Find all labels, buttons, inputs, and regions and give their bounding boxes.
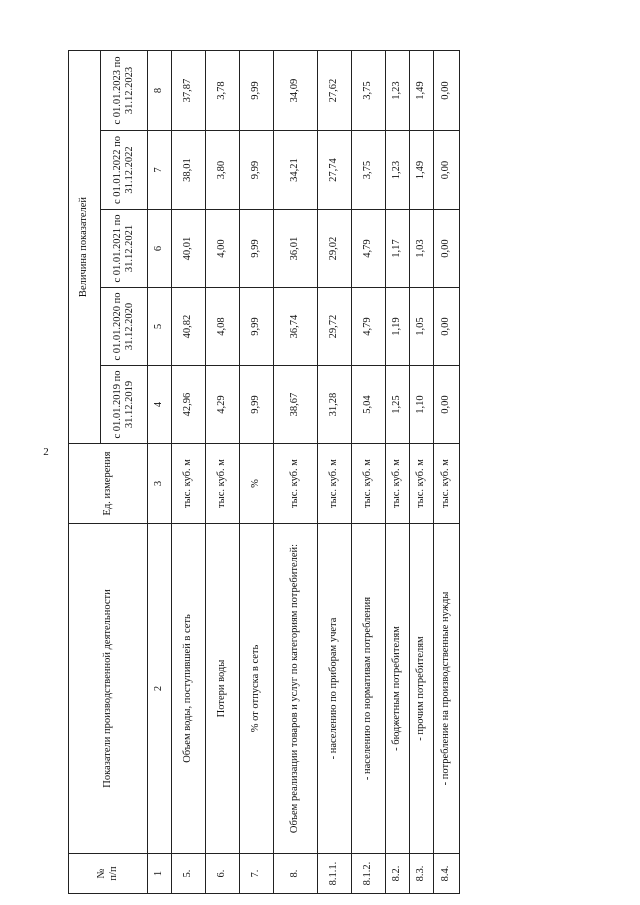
row-indicator: - населению по приборам учета (318, 524, 352, 854)
index-cell: 7 (148, 131, 172, 210)
table-row (352, 51, 386, 894)
row-unit: тыс. куб. м (172, 444, 206, 524)
header-values-group: Величина показателей (69, 51, 101, 444)
row-num: 8.4. (434, 854, 460, 894)
row-value: 27,62 (318, 51, 352, 131)
row-unit: тыс. куб. м (410, 444, 434, 524)
header-indicator: Показатели производственной деятельности (69, 524, 148, 854)
row-value: 37,87 (172, 51, 206, 131)
row-value: 36,74 (274, 288, 318, 366)
row-value: 38,67 (274, 366, 318, 444)
row-unit: тыс. куб. м (206, 444, 240, 524)
row-num: 8.2. (386, 854, 410, 894)
table-row (318, 51, 352, 894)
row-value: 29,02 (318, 210, 352, 288)
index-cell: 6 (148, 210, 172, 288)
row-unit: тыс. куб. м (318, 444, 352, 524)
row-value: 27,74 (318, 131, 352, 210)
row-value: 34,09 (274, 51, 318, 131)
row-indicator: % от отпуска в сеть (240, 524, 274, 854)
row-value: 1,17 (386, 210, 410, 288)
header-period: с 01.01.2021 по 31.12.2021 (101, 210, 148, 288)
row-value: 3,75 (352, 131, 386, 210)
row-num: 8.1.1. (318, 854, 352, 894)
row-value: 4,08 (206, 288, 240, 366)
row-value: 31,28 (318, 366, 352, 444)
row-value: 1,10 (410, 366, 434, 444)
row-value: 3,75 (352, 51, 386, 131)
row-value: 1,25 (386, 366, 410, 444)
row-indicator: Потери воды (206, 524, 240, 854)
row-value: 0,00 (434, 210, 460, 288)
row-num: 8.1.2. (352, 854, 386, 894)
row-indicator: - бюджетным потребителям (386, 524, 410, 854)
row-value: 29,72 (318, 288, 352, 366)
row-indicator: Объем реализации товаров и услуг по категориям потребителей: (274, 524, 318, 854)
row-num: 8.3. (410, 854, 434, 894)
row-value: 1,49 (410, 131, 434, 210)
table-row (434, 51, 460, 894)
row-value: 1,05 (410, 288, 434, 366)
row-value: 5,04 (352, 366, 386, 444)
index-cell: 2 (148, 524, 172, 854)
row-value: 1,03 (410, 210, 434, 288)
row-unit: тыс. куб. м (274, 444, 318, 524)
row-value: 36,01 (274, 210, 318, 288)
row-value: 0,00 (434, 131, 460, 210)
row-value: 9,99 (240, 366, 274, 444)
table-row (274, 51, 318, 894)
row-indicator: - потребление на производственные нужды (434, 524, 460, 854)
index-cell: 1 (148, 854, 172, 894)
row-indicator: - населению по нормативам потребления (352, 524, 386, 854)
row-value: 9,99 (240, 51, 274, 131)
row-num: 5. (172, 854, 206, 894)
row-value: 1,19 (386, 288, 410, 366)
row-value: 1,23 (386, 131, 410, 210)
row-num: 8. (274, 854, 318, 894)
index-cell: 4 (148, 366, 172, 444)
row-unit: тыс. куб. м (434, 444, 460, 524)
row-value: 9,99 (240, 288, 274, 366)
indicators-table (68, 50, 460, 894)
row-value: 38,01 (172, 131, 206, 210)
table-row (172, 51, 206, 894)
row-value: 1,23 (386, 51, 410, 131)
table-row (410, 51, 434, 894)
row-num: 6. (206, 854, 240, 894)
row-value: 0,00 (434, 366, 460, 444)
header-num: № п/п (69, 854, 148, 894)
table-row (240, 51, 274, 894)
row-value: 9,99 (240, 210, 274, 288)
indicators-table-rotated (68, 51, 452, 894)
index-cell: 3 (148, 444, 172, 524)
row-value: 4,29 (206, 366, 240, 444)
page-number: 2 (43, 446, 49, 458)
row-value: 9,99 (240, 131, 274, 210)
header-period: с 01.01.2022 по 31.12.2022 (101, 131, 148, 210)
index-cell: 8 (148, 51, 172, 131)
row-value: 0,00 (434, 288, 460, 366)
header-period: с 01.01.2019 по 31.12.2019 (101, 366, 148, 444)
row-value: 3,78 (206, 51, 240, 131)
row-unit: тыс. куб. м (386, 444, 410, 524)
row-value: 1,49 (410, 51, 434, 131)
row-num: 7. (240, 854, 274, 894)
row-value: 4,79 (352, 210, 386, 288)
row-unit: тыс. куб. м (352, 444, 386, 524)
header-period: с 01.01.2020 по 31.12.2020 (101, 288, 148, 366)
row-indicator: Объем воды, поступившей в сеть (172, 524, 206, 854)
row-unit: % (240, 444, 274, 524)
row-value: 3,80 (206, 131, 240, 210)
table-row (386, 51, 410, 894)
header-unit: Ед. измерения (69, 444, 148, 524)
row-value: 40,01 (172, 210, 206, 288)
row-value: 34,21 (274, 131, 318, 210)
row-value: 4,00 (206, 210, 240, 288)
row-indicator: - прочим потребителям (410, 524, 434, 854)
index-cell: 5 (148, 288, 172, 366)
row-value: 40,82 (172, 288, 206, 366)
row-value: 42,96 (172, 366, 206, 444)
index-row (148, 51, 172, 894)
table-row (206, 51, 240, 894)
row-value: 0,00 (434, 51, 460, 131)
header-period: с 01.01.2023 по 31.12.2023 (101, 51, 148, 131)
row-value: 4,79 (352, 288, 386, 366)
